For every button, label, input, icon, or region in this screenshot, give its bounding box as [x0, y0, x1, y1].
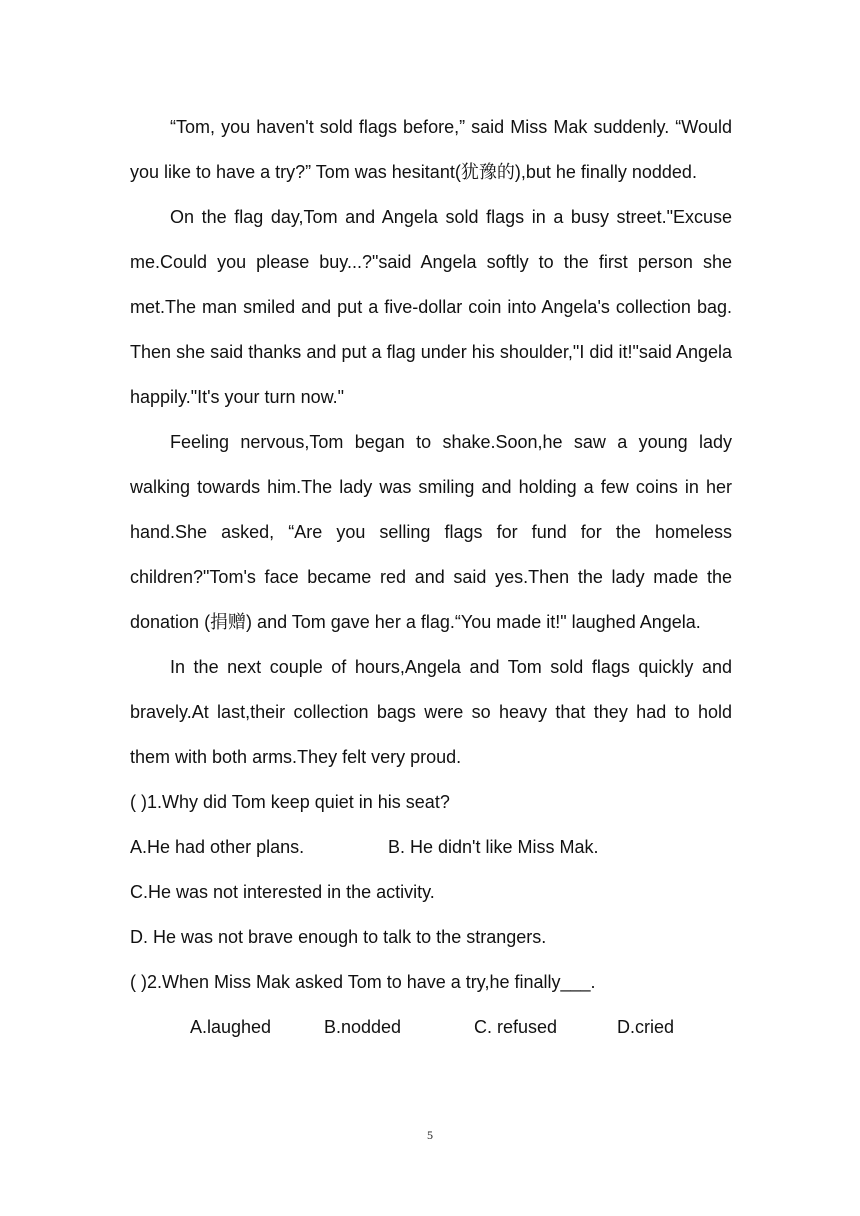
- question-2-option-a: A.laughed: [190, 1017, 272, 1037]
- question-2-option-b: B.nodded: [324, 1017, 402, 1037]
- question-1-stem: ( )1.Why did Tom keep quiet in his seat?: [130, 792, 450, 812]
- document-page: [130, 105, 732, 1050]
- paragraph-4: In the next couple of hours,Angela and Tom sold flags quickly and bravely.At last,their collection bags were so heavy that they had to hold them with both arms.They felt very proud.: [130, 657, 732, 767]
- question-1-option-b: B. He didn't like Miss Mak.: [388, 837, 599, 857]
- question-2-stem: ( )2.When Miss Mak asked Tom to have a try,he finally___.: [130, 972, 596, 992]
- paragraph-1: “Tom, you haven't sold flags before,” said Miss Mak suddenly. “Would you like to have a try?” Tom was hesitant(犹豫的),but he finally nodded.: [130, 117, 732, 182]
- question-1-option-a: A.He had other plans.: [130, 837, 305, 857]
- question-1-option-c: C.He was not interested in the activity.: [130, 882, 435, 902]
- page-number: 5: [427, 1128, 433, 1142]
- question-2-option-d: D.cried: [617, 1017, 675, 1037]
- question-2-option-c: C. refused: [474, 1017, 558, 1037]
- question-1-option-d: D. He was not brave enough to talk to the strangers.: [130, 927, 547, 947]
- question-1-options-ab: [130, 825, 732, 870]
- question-2-options: [130, 1005, 732, 1050]
- paragraph-3: Feeling nervous,Tom began to shake.Soon,he saw a young lady walking towards him.The lady was smiling and holding a few coins in her hand.She asked, “Are you selling flags for fund for the homeless children?"Tom's face became red and said yes.Then the lady made the donation (捐赠) and Tom gave her a flag.“You made it!" laughed Angela.: [130, 432, 732, 632]
- paragraph-2: On the flag day,Tom and Angela sold flags in a busy street."Excuse me.Could you please buy...?"said Angela softly to the first person she met.The man smiled and put a five-dollar coin into Angela's collection bag. Then she said thanks and put a flag under his shoulder,"I did it!"said Angela happily."It's your turn now.": [130, 207, 732, 407]
